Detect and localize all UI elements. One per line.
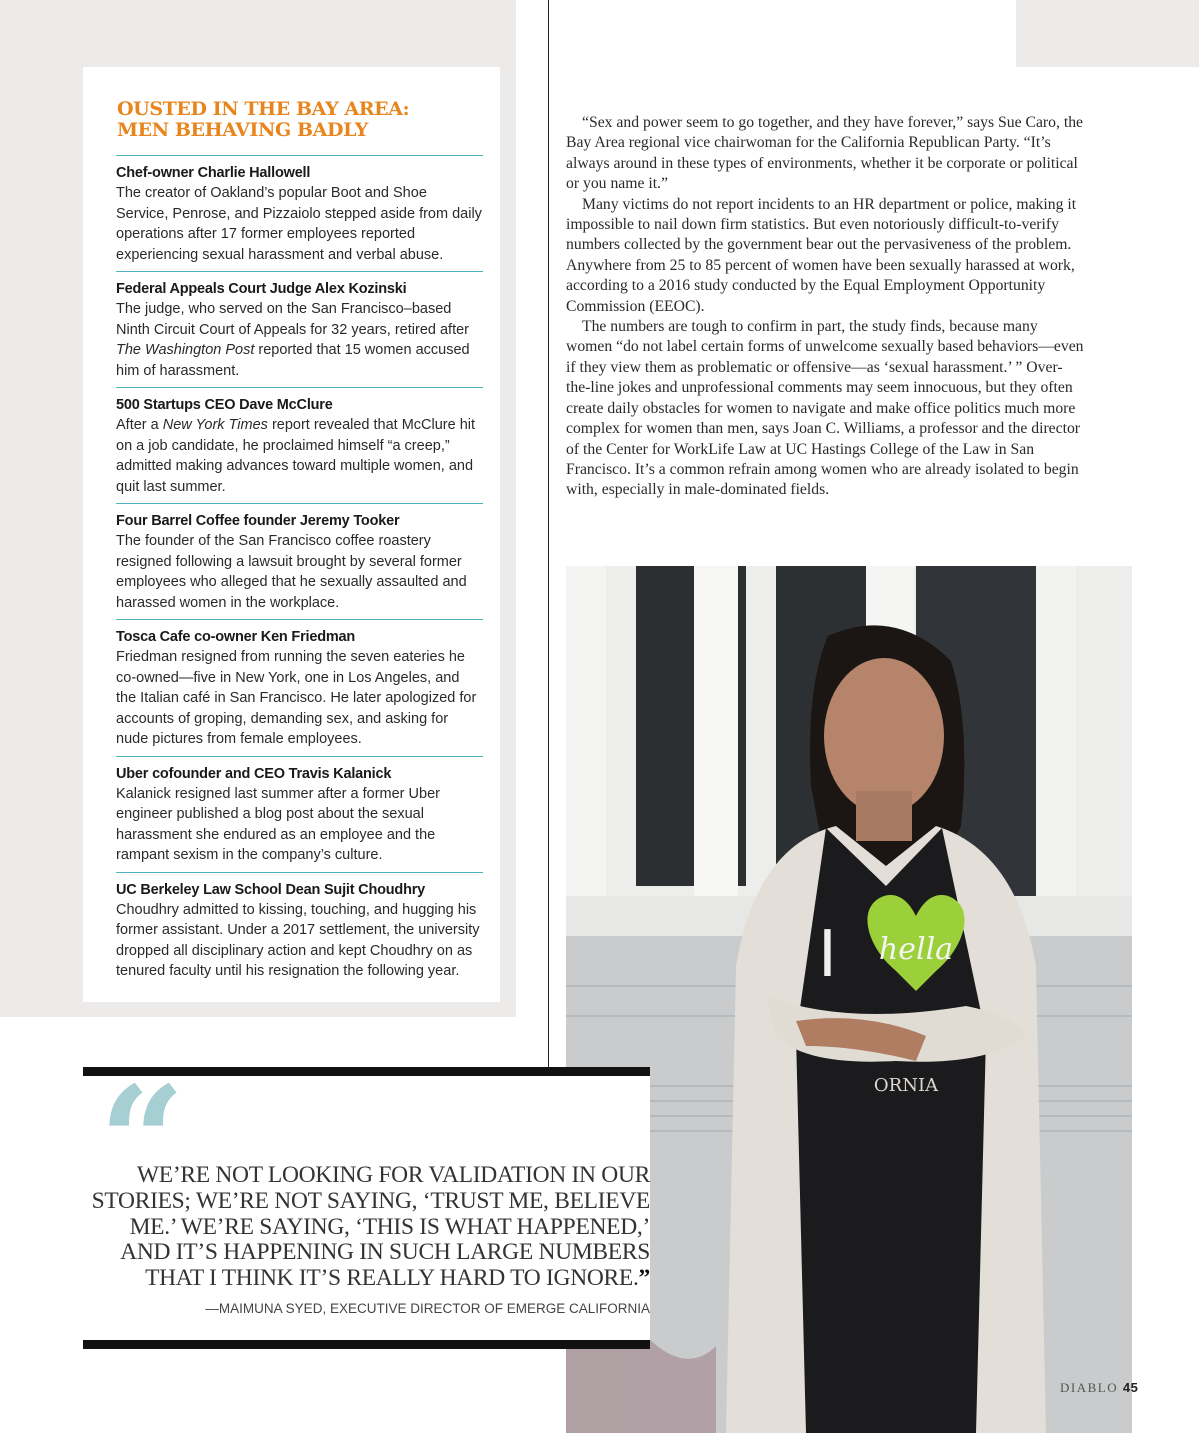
sidebar-item-desc <box>116 415 483 497</box>
sidebar-item-name: Federal Appeals Court Judge Alex Kozinski <box>116 281 407 297</box>
article-body <box>566 113 1086 501</box>
sidebar-item-name: Four Barrel Coffee founder Jeremy Tooker <box>116 513 400 529</box>
desc-text: The judge, who served on the San Francisco–based Ninth Circuit Court of Appeals for 32 years, retired after <box>116 301 469 338</box>
publication-name: The Washington Post <box>116 342 255 358</box>
sidebar-item <box>116 503 483 619</box>
folio <box>1060 1380 1138 1396</box>
sidebar-item-desc: The founder of the San Francisco coffee roastery resigned following a lawsuit brought by several former employees who alleged that he sexually assaulted and harassed women in the workplace. <box>116 533 467 611</box>
sidebar-item-desc <box>116 299 483 381</box>
sidebar-item <box>116 387 483 503</box>
quote-close-mark: ” <box>638 1265 650 1292</box>
pull-quote <box>83 1054 650 1349</box>
gray-background-right <box>1016 0 1199 67</box>
portrait-photo <box>566 566 1132 1433</box>
sidebar-list <box>116 155 483 988</box>
portrait-illustration <box>566 566 1132 1433</box>
desc-text: reported that 15 women accused him of harassment. <box>116 342 470 379</box>
sidebar-item <box>116 756 483 872</box>
magazine-name: DIABLO <box>1060 1380 1119 1395</box>
desc-text: report revealed that McClure hit on a job candidate, he proclaimed himself “a creep,” admitted making advances toward multiple women, and quit last summer. <box>116 417 476 495</box>
sidebar-item-desc: The creator of Oakland’s popular Boot and Shoe Service, Penrose, and Pizzaiolo stepped aside from daily operations after 17 former employees reported experiencing sexual harassment and verbal abuse. <box>116 185 482 263</box>
sidebar-item-name: UC Berkeley Law School Dean Sujit Choudhry <box>116 881 426 898</box>
sidebar-item <box>116 155 483 271</box>
sidebar-item-name: Chef-owner Charlie Hallowell <box>116 165 311 181</box>
quote-body: WE’RE NOT LOOKING FOR VALIDATION IN OUR STORIES; WE’RE NOT SAYING, ‘TRUST ME, BELIEVE ME.’ WE’RE SAYING, ‘THIS IS WHAT HAPPENED,’ AND IT’S HAPPENING IN SUCH LARGE NUMBERS THAT I THINK IT’S REALLY HARD TO IGNORE. <box>91 1162 650 1292</box>
shirt-word: hella <box>878 932 954 967</box>
shirt-letter: I <box>818 918 837 992</box>
sidebar-box <box>83 67 500 1002</box>
sidebar-title: OUSTED IN THE BAY AREA: MEN BEHAVING BADLY <box>117 98 410 141</box>
quote-mark-icon: “ <box>99 1054 186 1230</box>
sidebar-item-name: 500 Startups CEO Dave McClure <box>116 397 333 413</box>
sidebar-item-desc: Choudhry admitted to kissing, touching, and hugging his former assistant. Under a 2017 settlement, the university dropped all disciplinary action and kept Choudhry on as tenured faculty until his resignation the following year. <box>116 901 480 979</box>
sidebar-item <box>116 271 483 387</box>
article-text-box <box>550 67 1132 566</box>
quote-attribution: —MAIMUNA SYED, EXECUTIVE DIRECTOR OF EMERGE CALIFORNIA <box>205 1301 650 1316</box>
sidebar-item-name: Uber cofounder and CEO Travis Kalanick <box>116 765 392 782</box>
column-divider <box>548 0 549 1067</box>
quote-text <box>90 1163 650 1292</box>
publication-name: New York Times <box>162 417 268 433</box>
article-paragraph: The numbers are tough to confirm in part, the study finds, because many women “do not label certain forms of unwelcome sexually based behaviors—even if they view them as problematic or offensive—as ‘sexual harassment.’ ” Over-the-line jokes and unprofessional comments may seem innocuous, but they often create daily obstacles for women to navigate and make office politics much more complex for women than men, says Joan C. Williams, a professor and the director of the Center for WorkLife Law at UC Hastings College of the Law in San Francisco. It’s a common refrain among women who are already isolated to begin with, especially in male-dominated fields. <box>566 318 1084 499</box>
page-number: 45 <box>1122 1380 1139 1395</box>
sidebar-item <box>116 872 483 988</box>
article-paragraph: Many victims do not report incidents to an HR department or police, making it impossible to nail down firm statistics. But even notoriously difficult-to-verify numbers collected by the government bear out the pervasiveness of the problem. Anywhere from 25 to 85 percent of women have been sexually harassed at work, according to a 2016 study conducted by the Equal Employment Opportunity Commission (EEOC). <box>566 195 1077 315</box>
quote-rule-bottom <box>83 1340 650 1349</box>
sidebar-item <box>116 619 483 756</box>
desc-text: After a <box>116 417 163 433</box>
shirt-lower-text: ORNIA <box>873 1075 939 1096</box>
sidebar-item-desc: Friedman resigned from running the seven eateries he co-owned—five in New York, one in Los Angeles, and the Italian café in San Francisco. He later apologized for accounts of groping, demanding sex, and asking for nude pictures from female employees. <box>116 649 477 747</box>
sidebar-item-desc: Kalanick resigned last summer after a former Uber engineer published a blog post about the sexual harassment she endured as an employee and the rampant sexism in the company’s culture. <box>116 785 440 863</box>
sidebar-item-name: Tosca Cafe co-owner Ken Friedman <box>116 629 356 645</box>
article-paragraph: “Sex and power seem to go together, and they have forever,” says Sue Caro, the Bay Area regional vice chairwoman for the California Republican Party. “It’s always around in these types of environments, whether it be corporate or political or you name it.” <box>566 114 1084 193</box>
